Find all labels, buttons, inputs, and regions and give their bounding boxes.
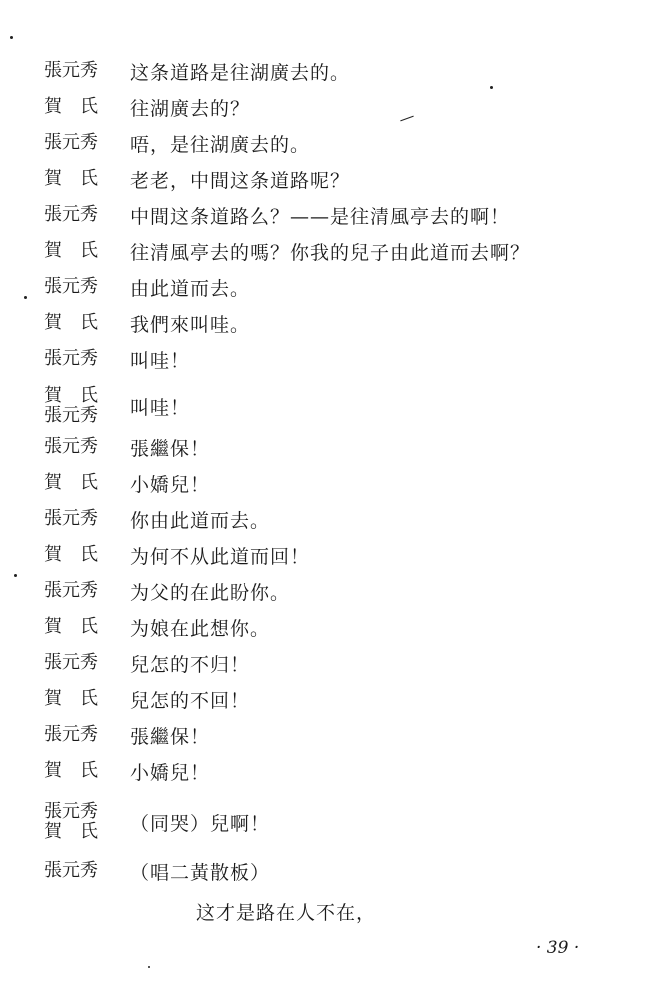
dialogue-line: [44, 504, 644, 534]
dialogue-line: [44, 576, 644, 606]
speech-text: 小嬌兒！: [130, 473, 211, 496]
dialogue-line: [44, 272, 644, 302]
speech-text: 叫哇！: [130, 349, 191, 372]
dialogue-line: [44, 720, 644, 750]
speaker-label: 賀 氏: [44, 168, 98, 189]
speaker-name: [44, 313, 130, 333]
speaker-label: 賀 氏: [44, 544, 98, 565]
speech-text: 你由此道而去。: [130, 509, 271, 532]
speech-text: 为何不从此道而回！: [130, 545, 311, 568]
dialogue-line: [44, 800, 644, 844]
speech-text: 唔，是往湖廣去的。: [130, 133, 311, 156]
speaker-label: 張元秀: [44, 652, 98, 673]
speaker-label: 賀 氏: [44, 688, 98, 709]
scan-speck: [148, 966, 150, 968]
speech-text: 張繼保！: [130, 725, 211, 748]
speaker-label: 張元秀: [44, 580, 98, 601]
speech-text: 中間这条道路么？——是往清風亭去的啊！: [130, 205, 511, 228]
speech-text: 叫哇！: [130, 396, 191, 419]
dialogue-line: [44, 92, 644, 122]
speaker-label: 張元秀: [44, 60, 98, 81]
dialogue-line: [44, 308, 644, 338]
dialogue-line: [44, 56, 644, 86]
speech-text: （唱二黃散板）: [130, 861, 271, 884]
scan-speck: [24, 296, 27, 299]
speaker-name: [44, 473, 130, 493]
speaker-name: [44, 241, 130, 261]
speaker-name: [44, 349, 130, 369]
dialogue-line: [44, 856, 644, 886]
dialogue-line: [44, 648, 644, 678]
speaker-name: [44, 617, 130, 637]
speaker-name: [44, 386, 130, 426]
speech-text: 我們來叫哇。: [130, 313, 251, 336]
speech-text: 为娘在此想你。: [130, 617, 271, 640]
speech-text: 張繼保！: [130, 437, 211, 460]
speaker-label: 張元秀: [44, 724, 98, 745]
dialogue-line: [44, 540, 644, 570]
speaker-name: [44, 761, 130, 781]
speaker-label: 賀 氏: [44, 96, 98, 117]
speaker-label: 賀 氏: [44, 760, 98, 781]
dialogue-line: [44, 164, 644, 194]
speaker-name: [44, 133, 130, 153]
speaker-name: [44, 509, 130, 529]
speaker-name: [44, 725, 130, 745]
dialogue-line: [44, 612, 644, 642]
speaker-name: [44, 802, 130, 842]
speaker-name: [44, 97, 130, 117]
speaker-label: 張元秀: [44, 801, 98, 822]
speaker-label: 賀 氏: [44, 821, 98, 842]
dialogue-line: [44, 468, 644, 498]
speaker-label: 張元秀: [44, 405, 98, 426]
speaker-name: [44, 61, 130, 81]
speech-text: 老老，中間这条道路呢？: [130, 169, 351, 192]
speaker-label: 張元秀: [44, 276, 98, 297]
speech-text: 这条道路是往湖廣去的。: [130, 61, 351, 84]
speaker-name: [44, 545, 130, 565]
speech-text: 小嬌兒！: [130, 761, 211, 784]
speech-text: 往清風亭去的嗎？你我的兒子由此道而去啊？: [130, 241, 531, 264]
speaker-label: 張元秀: [44, 204, 98, 225]
dialogue-line: [44, 128, 644, 158]
page-number: · 39 ·: [536, 938, 580, 958]
dialogue-line: [44, 432, 644, 462]
sung-verse: 这才是路在人不在，: [196, 902, 377, 924]
speaker-label: 張元秀: [44, 508, 98, 529]
speech-text: 兒怎的不回！: [130, 689, 251, 712]
speaker-label: 賀 氏: [44, 472, 98, 493]
speaker-label: 張元秀: [44, 132, 98, 153]
speaker-name: [44, 861, 130, 881]
dialogue-line: [44, 200, 644, 230]
speaker-label: 張元秀: [44, 860, 98, 881]
speaker-label: 賀 氏: [44, 385, 98, 406]
speech-text: 兒怎的不归！: [130, 653, 251, 676]
dialogue-line: [44, 384, 644, 428]
speaker-name: [44, 653, 130, 673]
speaker-name: [44, 205, 130, 225]
speech-text: 为父的在此盼你。: [130, 581, 291, 604]
speaker-label: 賀 氏: [44, 312, 98, 333]
speaker-label: 張元秀: [44, 436, 98, 457]
speaker-name: [44, 581, 130, 601]
dialogue-line: [44, 684, 644, 714]
speaker-label: 賀 氏: [44, 240, 98, 261]
speaker-name: [44, 437, 130, 457]
speaker-name: [44, 277, 130, 297]
speech-text: 由此道而去。: [130, 277, 251, 300]
scan-speck: [490, 86, 493, 89]
dialogue-line: [44, 344, 644, 374]
speaker-name: [44, 689, 130, 709]
speaker-label: 賀 氏: [44, 616, 98, 637]
scan-speck: [14, 574, 17, 577]
scan-speck: [10, 36, 13, 39]
dialogue-line: [44, 756, 644, 786]
speech-text: （同哭）兒啊！: [130, 812, 271, 835]
speech-text: 往湖廣去的？: [130, 97, 251, 120]
dialogue-line: [44, 236, 644, 266]
speaker-name: [44, 169, 130, 189]
speaker-label: 張元秀: [44, 348, 98, 369]
